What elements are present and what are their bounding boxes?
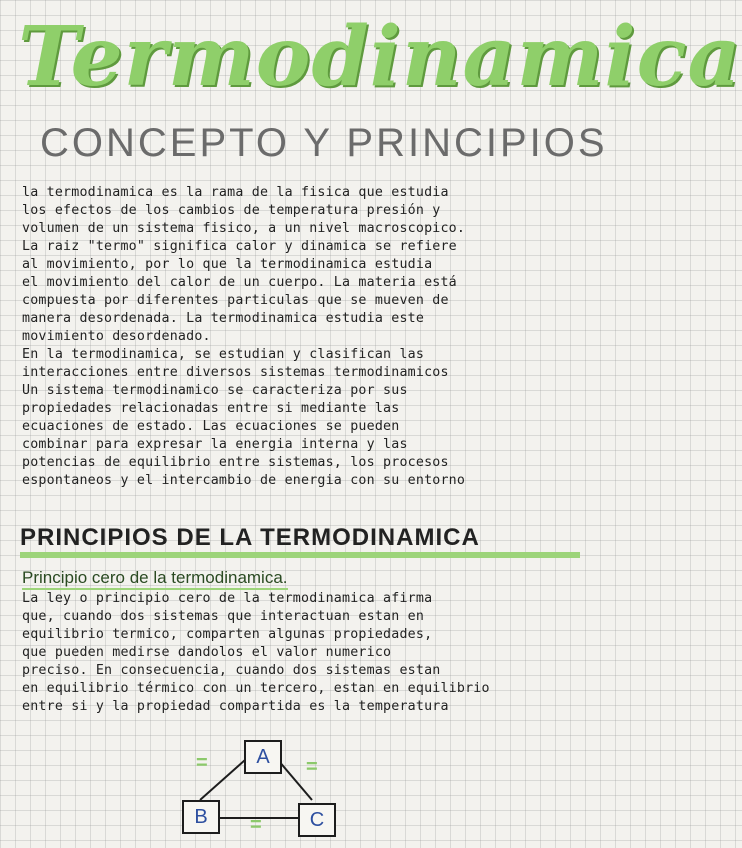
equal-sign-ac: = <box>306 756 318 778</box>
diagram-node-b: B <box>182 800 220 834</box>
page-title: Termodinamica <box>18 9 742 105</box>
principle-line: La ley o principio cero de la termodinamica afirma <box>22 591 433 606</box>
intro-line: combinar para expresar la energia interna y las <box>22 437 408 452</box>
intro-line: movimiento desordenado. <box>22 329 211 344</box>
intro-line: potencias de equilibrio entre sistemas, los procesos <box>22 455 449 470</box>
intro-line: el movimiento del calor de un cuerpo. La materia está <box>22 275 457 290</box>
principle-line: equilibrio termico, comparten algunas propiedades, <box>22 627 433 642</box>
equal-sign-bc: = <box>250 814 262 836</box>
diagram-node-c: C <box>298 803 336 837</box>
diagram-node-a: A <box>244 740 282 774</box>
intro-line: la termodinamica es la rama de la fisica que estudia <box>22 185 449 200</box>
principle-line: entre si y la propiedad compartida es la temperatura <box>22 699 449 714</box>
intro-line: al movimiento, por lo que la termodinamica estudia <box>22 257 433 272</box>
equal-sign-ab: = <box>196 752 208 774</box>
intro-line: interacciones entre diversos sistemas termodinamicos <box>22 365 449 380</box>
intro-line: espontaneos y el intercambio de energia con su entorno <box>22 473 466 488</box>
intro-line: propiedades relacionadas entre si mediante las <box>22 401 400 416</box>
intro-line: ecuaciones de estado. Las ecuaciones se pueden <box>22 419 400 434</box>
principle-line: preciso. En consecuencia, cuando dos sistemas estan <box>22 663 441 678</box>
intro-line: La raiz "termo" significa calor y dinamica se refiere <box>22 239 457 254</box>
principle-line: que pueden medirse dandolos el valor numerico <box>22 645 392 660</box>
intro-line: compuesta por diferentes particulas que se mueven de <box>22 293 449 308</box>
principle-line: que, cuando dos sistemas que interactuan estan en <box>22 609 425 624</box>
intro-line: Un sistema termodinamico se caracteriza por sus <box>22 383 408 398</box>
page-subtitle: CONCEPTO Y PRINCIPIOS <box>40 121 608 165</box>
intro-line: manera desordenada. La termodinamica estudia este <box>22 311 425 326</box>
principle-zero-heading: Principio cero de la termodinamica. <box>22 568 288 590</box>
intro-line: los efectos de los cambios de temperatura presión y <box>22 203 441 218</box>
section-title: PRINCIPIOS DE LA TERMODINAMICA <box>20 524 580 558</box>
intro-line: volumen de un sistema fisico, a un nivel macroscopico. <box>22 221 466 236</box>
principle-line: en equilibrio térmico con un tercero, estan en equilibrio <box>22 681 490 696</box>
intro-line: En la termodinamica, se estudian y clasifican las <box>22 347 425 362</box>
